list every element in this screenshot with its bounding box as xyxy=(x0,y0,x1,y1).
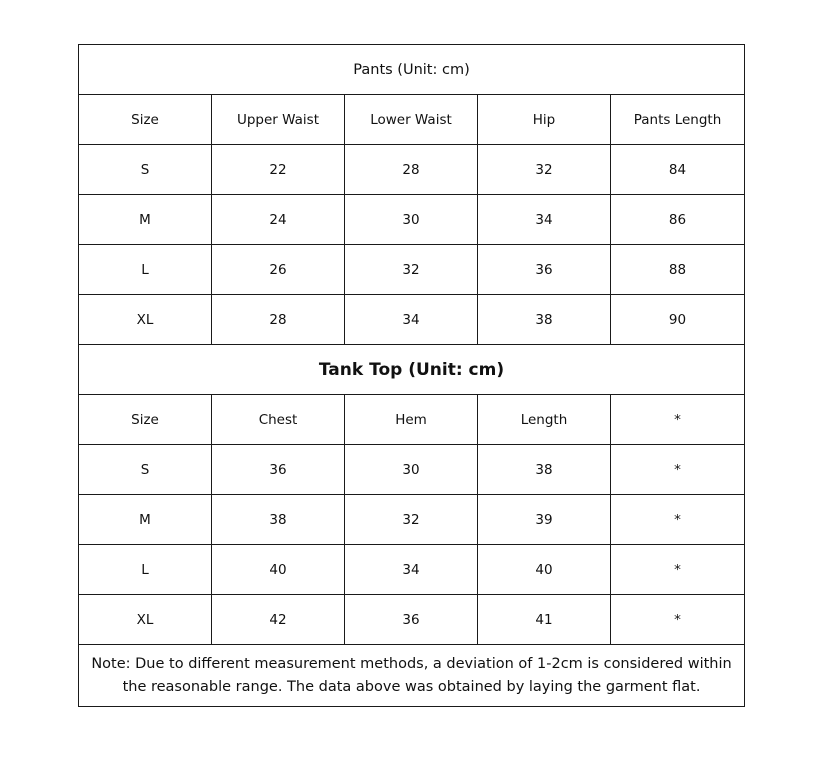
table-cell: 28 xyxy=(212,295,345,345)
table-cell: M xyxy=(79,495,212,545)
table-cell: 26 xyxy=(212,245,345,295)
table-cell: 32 xyxy=(345,245,478,295)
column-header: Size xyxy=(79,95,212,145)
table-row xyxy=(79,545,745,595)
pants-title: Pants (Unit: cm) xyxy=(79,45,745,95)
table-cell: * xyxy=(611,495,745,545)
table-cell: M xyxy=(79,195,212,245)
table-row xyxy=(79,445,745,495)
column-header: Hem xyxy=(345,395,478,445)
table-cell: 86 xyxy=(611,195,745,245)
table-cell: 34 xyxy=(345,545,478,595)
table-cell: 34 xyxy=(345,295,478,345)
column-header: Length xyxy=(478,395,611,445)
table-cell: 30 xyxy=(345,195,478,245)
table-cell: 40 xyxy=(212,545,345,595)
table-cell: 38 xyxy=(478,295,611,345)
table-cell: 40 xyxy=(478,545,611,595)
column-header: Chest xyxy=(212,395,345,445)
tank-top-header-row xyxy=(79,395,745,445)
table-cell: S xyxy=(79,445,212,495)
table-cell: 84 xyxy=(611,145,745,195)
tank-top-title-row xyxy=(79,345,745,395)
note-row xyxy=(79,645,745,707)
pants-header-row xyxy=(79,95,745,145)
table-cell: 39 xyxy=(478,495,611,545)
column-header: Size xyxy=(79,395,212,445)
tank-top-title: Tank Top (Unit: cm) xyxy=(79,345,745,395)
table-cell: 32 xyxy=(345,495,478,545)
size-chart-table xyxy=(78,44,745,707)
table-cell: * xyxy=(611,545,745,595)
measurement-note: Note: Due to different measurement methods, a deviation of 1-2cm is considered within the reasonable range. The data above was obtained by laying the garment flat. xyxy=(79,645,745,707)
table-cell: 36 xyxy=(345,595,478,645)
table-cell: 38 xyxy=(212,495,345,545)
table-cell: 30 xyxy=(345,445,478,495)
table-cell: S xyxy=(79,145,212,195)
column-header: Upper Waist xyxy=(212,95,345,145)
table-row xyxy=(79,495,745,545)
table-cell: 38 xyxy=(478,445,611,495)
table-cell: * xyxy=(611,445,745,495)
table-cell: 24 xyxy=(212,195,345,245)
table-cell: L xyxy=(79,245,212,295)
table-cell: 32 xyxy=(478,145,611,195)
table-cell: 42 xyxy=(212,595,345,645)
column-header: * xyxy=(611,395,745,445)
table-cell: * xyxy=(611,595,745,645)
table-cell: 34 xyxy=(478,195,611,245)
table-cell: 36 xyxy=(212,445,345,495)
table-cell: 22 xyxy=(212,145,345,195)
column-header: Lower Waist xyxy=(345,95,478,145)
table-row xyxy=(79,295,745,345)
table-cell: 88 xyxy=(611,245,745,295)
table-cell: 36 xyxy=(478,245,611,295)
table-row xyxy=(79,195,745,245)
table-cell: XL xyxy=(79,595,212,645)
table-cell: XL xyxy=(79,295,212,345)
table-row xyxy=(79,245,745,295)
table-cell: 41 xyxy=(478,595,611,645)
column-header: Hip xyxy=(478,95,611,145)
table-row xyxy=(79,145,745,195)
pants-title-row xyxy=(79,45,745,95)
table-cell: L xyxy=(79,545,212,595)
column-header: Pants Length xyxy=(611,95,745,145)
table-row xyxy=(79,595,745,645)
table-cell: 28 xyxy=(345,145,478,195)
table-cell: 90 xyxy=(611,295,745,345)
